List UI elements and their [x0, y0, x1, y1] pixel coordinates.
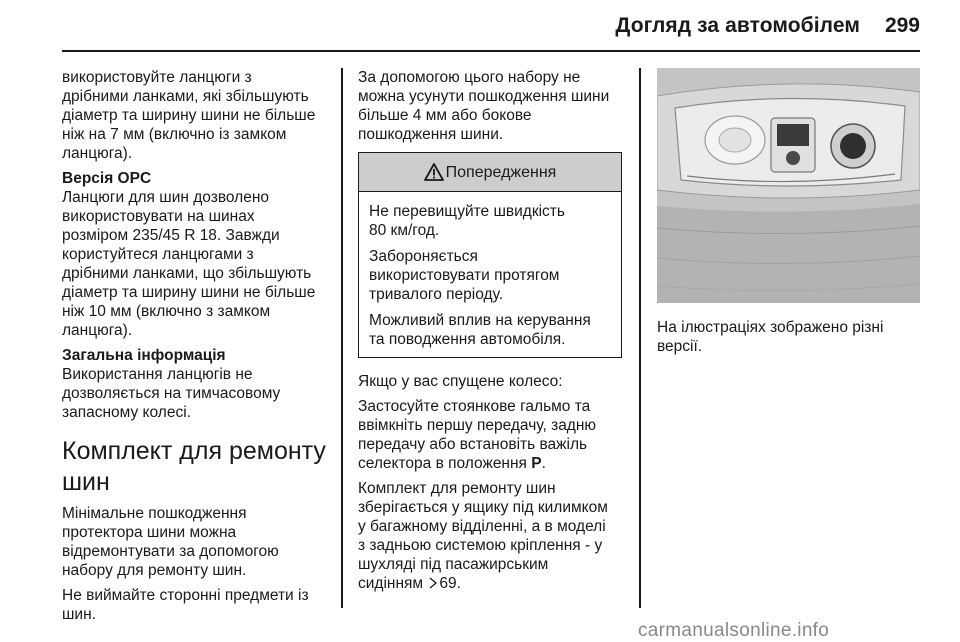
- parking-brake-text-end: .: [541, 455, 546, 472]
- repair-kit-paragraph: Мінімальне пошкодження протектора шини можна відремонтувати за допомогою набору для ремонту шин.: [62, 505, 279, 579]
- column-divider: [639, 68, 641, 608]
- warning-triangle-icon: [424, 163, 444, 181]
- warning-box: [358, 152, 622, 358]
- kit-limits-text: За допомогою цього набору не можна усунути пошкодження шини більше 4 мм або бокове пошкодження шини.: [358, 69, 610, 143]
- page-reference[interactable]: 69.: [439, 575, 461, 592]
- opc-text: Ланцюги для шин дозволено використовувати на шинах розміром 235/45 R 18. Завжди користуйтеся ланцюгами з дрібними ланками, що збільшують діаметр та ширину шини не більше ніж 10 мм (включно з замком ланцюга).: [62, 189, 316, 339]
- section-heading: Комплект для ремонту шин: [62, 437, 326, 496]
- kit-location-text: [358, 479, 628, 593]
- warning-header: [359, 153, 621, 192]
- flat-tyre-text: Якщо у вас спущене колесо:: [358, 373, 563, 390]
- column-right: [657, 68, 920, 356]
- column-divider: [341, 68, 343, 608]
- general-info-text: Використання ланцюгів не дозволяється на тимчасовому запасному колесі.: [62, 366, 281, 421]
- column-left: [62, 68, 332, 624]
- illustration-caption: На ілюстраціях зображено різні версії.: [657, 319, 884, 355]
- column-middle: [358, 68, 628, 593]
- warning-body: [359, 192, 621, 357]
- warning-speed: Не перевищуйте швидкість 80 км/год.: [369, 203, 565, 239]
- watermark: carmanualsonline.info: [638, 620, 830, 641]
- gear-position-p: P: [531, 455, 542, 472]
- general-info-subheading: Загальна інформація: [62, 347, 226, 364]
- repair-kit-illustration: [657, 68, 920, 303]
- kit-location-main: Комплект для ремонту шин зберігається у ящику під килимком у багажному відділенні, а в моделі з задньою системою кріплення - у шухляді під пасажирським сидінням: [358, 480, 608, 592]
- page-number: 299: [884, 14, 920, 37]
- warning-handling: Можливий вплив на керування та поводження автомобіля.: [369, 312, 591, 348]
- opc-subheading: Версія OPC: [62, 170, 152, 187]
- snow-chains-text: використовуйте ланцюги з дрібними ланками, які збільшують діаметр та ширину шини не більше ніж на 7 мм (включно із замком ланцюга).: [62, 69, 316, 162]
- parking-brake-text-main: Застосуйте стоянкове гальмо та ввімкніть першу передачу, задню передачу або встановіть важіль селектора в положення: [358, 398, 597, 472]
- header-rule: [62, 50, 920, 52]
- illustration-drawing: [657, 68, 920, 303]
- reference-arrow-icon: [428, 577, 438, 589]
- header-title: Догляд за автомобілем: [615, 14, 860, 37]
- foreign-objects-paragraph: Не виймайте сторонні предмети із шин.: [62, 587, 309, 623]
- warning-duration: Забороняється використовувати протягом тривалого періоду.: [369, 248, 560, 303]
- warning-title: Попередження: [445, 163, 557, 181]
- parking-brake-text: [358, 397, 628, 473]
